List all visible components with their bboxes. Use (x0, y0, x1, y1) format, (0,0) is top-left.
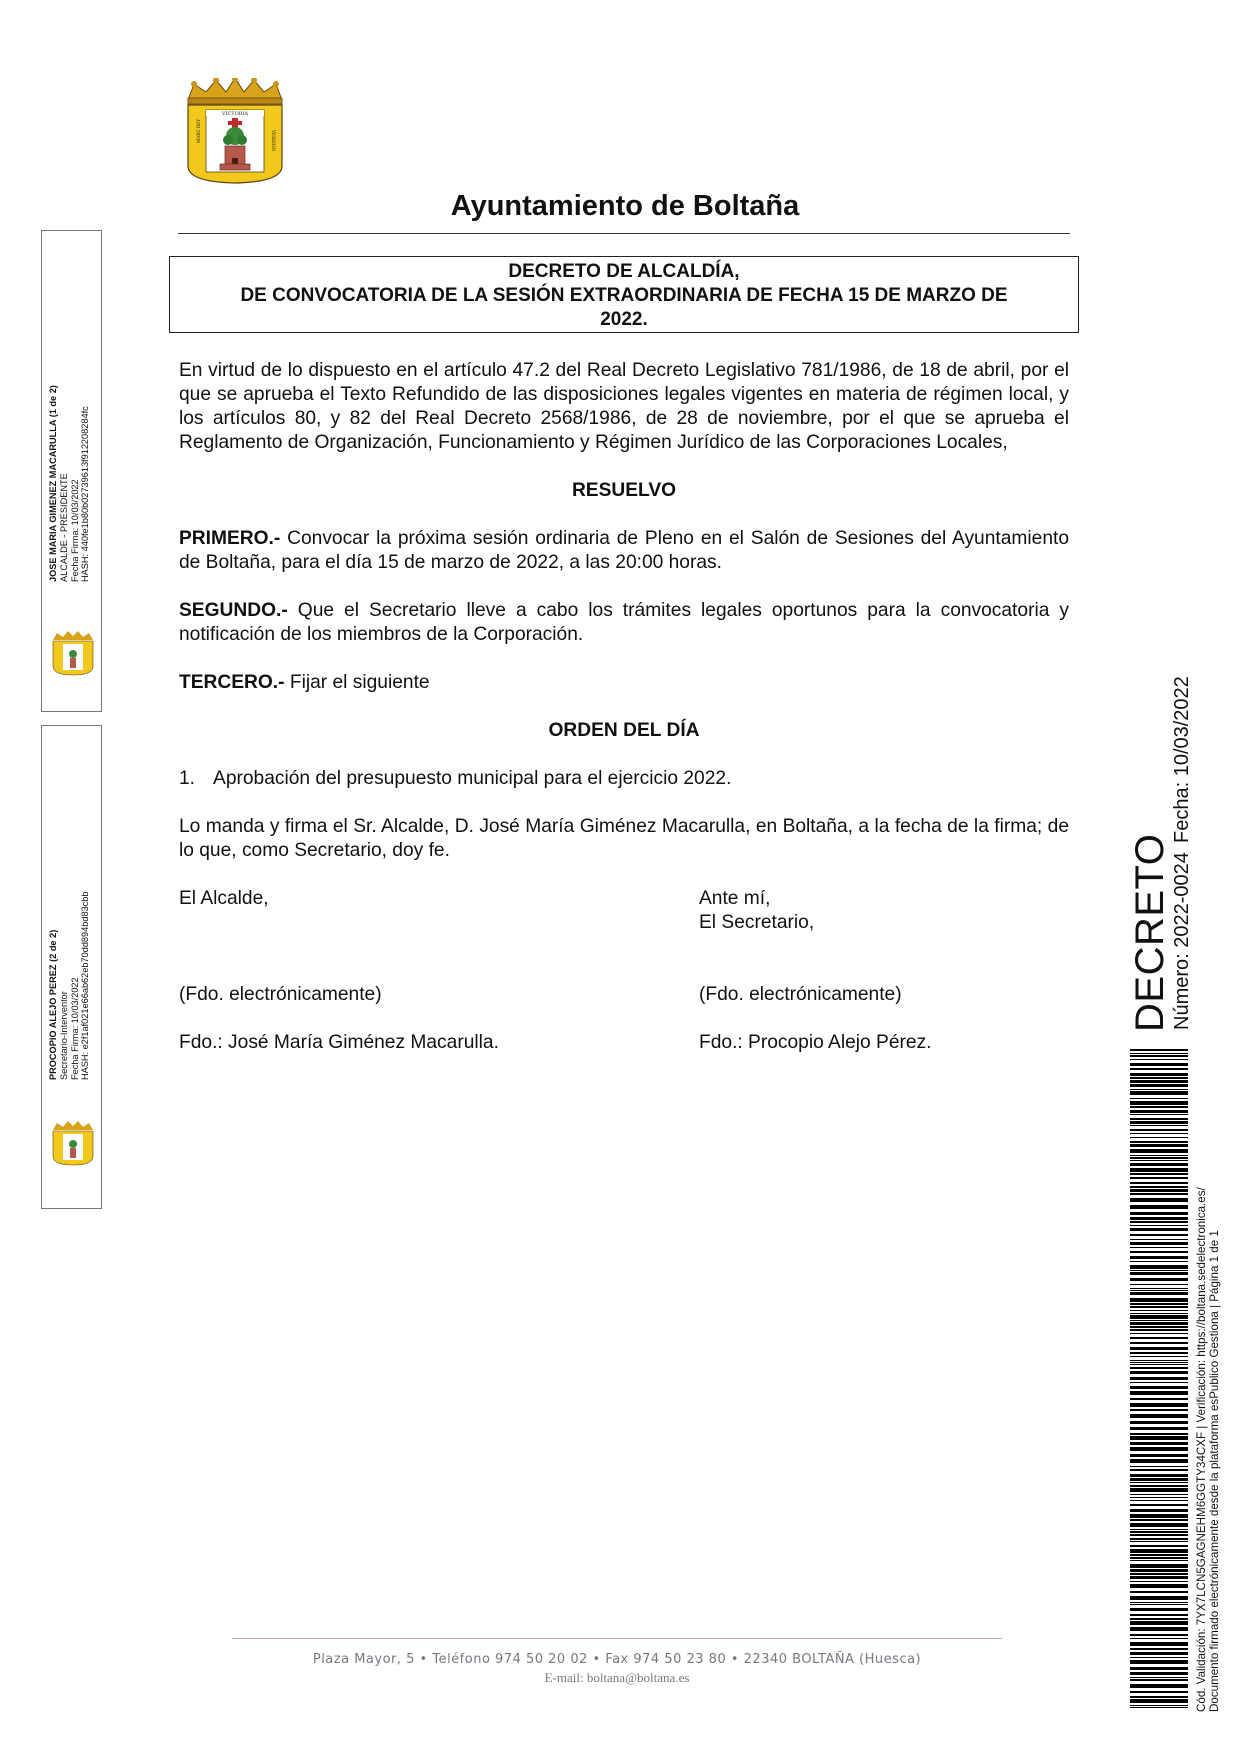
primero-paragraph (179, 527, 1069, 575)
signer-date: Fecha Firma: 10/03/2022 (69, 977, 80, 1080)
barcode-bar (1130, 1514, 1188, 1518)
barcode-bar (1130, 1077, 1188, 1079)
agenda-item-text: Aprobación del presupuesto municipal para el ejercicio 2022. (213, 768, 732, 789)
barcode-bar (1130, 1121, 1188, 1124)
barcode-bar (1130, 1320, 1188, 1321)
decree-title-line-1: DECRETO DE ALCALDÍA, (508, 261, 740, 282)
municipal-coat-of-arms (180, 78, 290, 184)
barcode-bar (1130, 1360, 1188, 1361)
barcode-bar (1130, 1063, 1188, 1066)
barcode-bar (1130, 1474, 1188, 1477)
barcode-bar (1130, 1251, 1188, 1253)
barcode-bar (1130, 1315, 1188, 1319)
tercero-text: Fijar el siguiente (284, 672, 430, 693)
barcode-bar (1130, 1290, 1188, 1291)
barcode-bar (1130, 1398, 1188, 1400)
barcode-bar (1130, 1541, 1188, 1542)
orden-del-dia-heading: ORDEN DEL DÍA (548, 720, 700, 741)
barcode-bar (1130, 1377, 1188, 1380)
barcode-bar (1130, 1157, 1188, 1159)
primero-text: Convocar la próxima sesión ordinaria de Pleno en el Salón de Sesiones del Ayuntamiento de Boltaña, para el día 15 de marzo de 2022, a las 20:00 horas. (179, 528, 1069, 573)
barcode-bar (1130, 1221, 1188, 1223)
barcode-bar (1130, 1129, 1188, 1131)
barcode-bar (1130, 1310, 1188, 1311)
barcode-bar (1130, 1367, 1188, 1369)
barcode-bar (1130, 1182, 1188, 1184)
barcode-bar (1130, 1256, 1188, 1259)
barcode-bar (1130, 1298, 1188, 1302)
barcode-bar (1130, 1326, 1188, 1328)
barcode-bar (1130, 1447, 1188, 1451)
signature-crest-icon (49, 1120, 97, 1166)
crest-right-text: VERSION (271, 130, 276, 151)
barcode-bar (1130, 1352, 1188, 1354)
barcode-bar (1130, 1573, 1188, 1575)
signer-name: JOSE MARIA GIMENEZ MACARULLA (1 de 2) (48, 385, 58, 582)
barcode-bar (1130, 1055, 1188, 1057)
barcode-bar (1130, 1101, 1188, 1105)
barcode-bar (1130, 1059, 1188, 1060)
signer-hash: HASH: e2f1af021e66ab62eb70dd894bd83cbb (80, 891, 91, 1080)
decree-title-line-3: 2022. (600, 309, 648, 330)
barcode-bar (1130, 1098, 1188, 1099)
barcode-bar (1130, 1225, 1188, 1226)
ante-mi-label: Ante mí, (699, 888, 771, 909)
barcode-bar (1130, 1554, 1188, 1556)
barcode-bar (1130, 1618, 1188, 1620)
barcode-bar (1130, 1212, 1188, 1215)
barcode-bar (1130, 1091, 1188, 1095)
barcode-bar (1130, 1638, 1188, 1639)
barcode-bar (1130, 1284, 1188, 1285)
barcode-bar (1130, 1504, 1188, 1506)
barcode-bar (1130, 1596, 1188, 1600)
decree-title-line-2: DE CONVOCATORIA DE LA SESIÓN EXTRAORDINARIA DE FECHA 15 DE MARZO DE (240, 285, 1008, 306)
barcode-bar (1130, 1608, 1188, 1611)
primero-label: PRIMERO.- (179, 528, 281, 549)
signer-role: ALCALDE - PRESIDENTE (58, 473, 69, 582)
barcode-bar (1130, 1049, 1188, 1051)
barcode-bar (1130, 1329, 1188, 1331)
barcode-bar (1130, 1699, 1188, 1703)
signature-panel-mayor-text (48, 385, 91, 582)
barcode-bar (1130, 1705, 1188, 1706)
barcode-bar (1130, 1337, 1188, 1339)
barcode-bar (1130, 1427, 1188, 1430)
barcode-bar (1130, 1386, 1188, 1389)
barcode-bar (1130, 1667, 1188, 1670)
footer-address: Plaza Mayor, 5 • Teléfono 974 50 20 02 • Fax 974 50 23 80 • 22340 BOLTAÑA (Huesca) (312, 1652, 922, 1667)
barcode-bar (1130, 1193, 1188, 1195)
barcode-bar (1130, 1569, 1188, 1572)
barcode-bar (1130, 1529, 1188, 1530)
barcode-bar (1130, 1234, 1188, 1236)
closing-paragraph: Lo manda y firma el Sr. Alcalde, D. José María Giménez Macarulla, en Boltaña, a la fecha de la firma; de lo que, como Secretario, doy fe. (179, 816, 1069, 861)
barcode-bar (1130, 1198, 1188, 1202)
barcode-bar (1130, 1205, 1188, 1209)
barcode-bar (1130, 1531, 1188, 1533)
barcode-bar (1130, 1068, 1188, 1070)
barcode-bar (1130, 1163, 1188, 1166)
barcode-bar (1130, 1454, 1188, 1457)
mayor-signed-name: Fdo.: José María Giménez Macarulla. (179, 1032, 499, 1053)
barcode-bar (1130, 1278, 1188, 1281)
barcode-bar (1130, 1679, 1188, 1681)
barcode-bar (1130, 1523, 1188, 1527)
barcode-bar (1130, 1409, 1188, 1411)
barcode-bar (1130, 1677, 1188, 1678)
barcode-bar (1130, 1160, 1188, 1161)
barcode-bar (1130, 1347, 1188, 1350)
header-divider (178, 233, 1070, 234)
signer-hash: HASH: 440fe1b80b02739613f912208284fc (80, 406, 91, 582)
tercero-paragraph (179, 671, 1069, 695)
barcode-bar (1130, 1642, 1188, 1646)
segundo-label: SEGUNDO.- (179, 600, 288, 621)
barcode-bar (1130, 1364, 1188, 1365)
barcode-bar (1130, 1272, 1188, 1275)
barcode-bar (1130, 1362, 1188, 1363)
mayor-electronic-note: (Fdo. electrónicamente) (179, 984, 382, 1005)
barcode-bar (1130, 1549, 1188, 1553)
decree-body (179, 359, 1069, 1055)
barcode-bar (1130, 1602, 1188, 1603)
decree-number: Número: 2022-0024 (1171, 852, 1193, 1030)
barcode-bar (1130, 1371, 1188, 1374)
barcode-bar (1130, 1482, 1188, 1483)
intro-paragraph: En virtud de lo dispuesto en el artículo 47.2 del Real Decreto Legislativo 781/1986, de 18 de abril, por el que se aprueba el Texto Refundido de las disposiciones legales vigentes en materia de régimen local, y los artículos 80, y 82 del Real Decreto 2568/1986, de 28 de noviembre, por el que se aprueba el Reglamento de Organización, Funcionamiento y Régimen Jurídico de las Corporaciones Locales, (179, 360, 1069, 453)
barcode-bar (1130, 1228, 1188, 1231)
barcode-bar (1130, 1313, 1188, 1314)
barcode-bar (1130, 1270, 1188, 1271)
validation-code-line: Cód. Validación: 7YX7LCN5GAGNEHM6GGTY34CXF | Verificación: https://boltana.sedelectronica.es/ (1195, 1187, 1208, 1712)
barcode-bar (1130, 1433, 1188, 1435)
barcode-bar (1130, 1576, 1188, 1579)
barcode-bar (1130, 1110, 1188, 1113)
barcode-bar (1130, 1089, 1188, 1090)
barcode-bar (1130, 1652, 1188, 1655)
decree-date: Fecha: 10/03/2022 (1171, 676, 1193, 843)
barcode-bar (1130, 1478, 1188, 1481)
barcode-bar (1130, 1660, 1188, 1664)
barcode-bar (1130, 1239, 1188, 1240)
secretary-role-block (699, 887, 1069, 935)
barcode-bar (1130, 1564, 1188, 1568)
barcode-bar (1130, 1080, 1188, 1083)
resuelvo-heading: RESUELVO (571, 480, 677, 501)
barcode-bar (1130, 1436, 1188, 1440)
barcode-bar (1130, 1488, 1188, 1492)
barcode-bar (1130, 1133, 1188, 1134)
signer-name: PROCOPIO ALEJO PEREZ (2 de 2) (48, 929, 58, 1080)
barcode-bar (1130, 1557, 1188, 1559)
barcode-bar (1130, 1657, 1188, 1658)
signed-names-row (179, 1031, 1069, 1055)
barcode-bar (1130, 1265, 1188, 1269)
barcode-bar (1130, 1242, 1188, 1245)
barcode-bar (1130, 1084, 1188, 1087)
barcode-bar (1130, 1356, 1188, 1357)
barcode-bar (1130, 1322, 1188, 1325)
barcode-bar (1130, 1497, 1188, 1498)
barcode-bar (1130, 1106, 1188, 1108)
electronic-signature-row (179, 983, 1069, 1007)
mayor-role: El Alcalde, (179, 888, 269, 909)
barcode-bar (1130, 1333, 1188, 1334)
barcode-bar (1130, 1519, 1188, 1521)
agenda-item-number: 1. (179, 768, 196, 789)
barcode-bar (1130, 1403, 1188, 1407)
barcode-bar (1130, 1288, 1188, 1289)
footer-divider (232, 1638, 1002, 1639)
barcode-bar (1130, 1560, 1188, 1561)
barcode-bar (1130, 1073, 1188, 1076)
barcode-bar (1130, 1217, 1188, 1220)
barcode-bar (1130, 1125, 1188, 1126)
barcode-bar (1130, 1155, 1188, 1156)
validation-barcode (1130, 1049, 1188, 1709)
barcode-bar (1130, 1581, 1188, 1582)
footer-email: E-mail: boltana@boltana.es (544, 1670, 690, 1685)
secretary-electronic-note: (Fdo. electrónicamente) (699, 984, 902, 1005)
barcode-bar (1130, 1137, 1188, 1138)
secretary-signed-name: Fdo.: Procopio Alejo Pérez. (699, 1032, 932, 1053)
crest-banner-text: VICTORIA (221, 111, 249, 117)
barcode-bar (1130, 1534, 1188, 1536)
barcode-bar (1130, 1485, 1188, 1487)
barcode-bar (1130, 1627, 1188, 1631)
barcode-bar (1130, 1168, 1188, 1172)
segundo-text: Que el Secretario lleve a cabo los trámites legales oportunos para la convocatoria y notificación de los miembros de la Corporación. (179, 600, 1069, 645)
barcode-bar (1130, 1672, 1188, 1675)
barcode-bar (1130, 1342, 1188, 1344)
barcode-bar (1130, 1189, 1188, 1192)
signer-role: Secretario-Interventor (58, 991, 69, 1080)
barcode-bar (1130, 1144, 1188, 1147)
barcode-bar (1130, 1114, 1188, 1115)
barcode-bar (1130, 1173, 1188, 1175)
crest-left-text: MARC REY (196, 119, 201, 143)
barcode-bar (1130, 1261, 1188, 1262)
municipality-title: Ayuntamiento de Boltaña (450, 190, 800, 222)
barcode-bar (1130, 1691, 1188, 1693)
barcode-bar (1130, 1141, 1188, 1143)
barcode-bar (1130, 1469, 1188, 1471)
barcode-bar (1130, 1584, 1188, 1588)
platform-note-line: Documento firmado electrónicamente desde la plataforma esPublico Gestiona | Página 1 de 1 (1208, 1230, 1221, 1712)
barcode-bar (1130, 1177, 1188, 1179)
barcode-bar (1130, 1247, 1188, 1248)
barcode-bar (1130, 1614, 1188, 1616)
signature-roles-row (179, 887, 1069, 935)
tercero-label: TERCERO.- (179, 672, 285, 693)
barcode-bar (1130, 1591, 1188, 1593)
segundo-paragraph (179, 599, 1069, 647)
barcode-bar (1130, 1306, 1188, 1308)
barcode-bar (1130, 1494, 1188, 1495)
barcode-bar (1130, 1459, 1188, 1463)
barcode-bar (1130, 1442, 1188, 1445)
decree-title-box (169, 256, 1079, 333)
agenda-item (179, 767, 1069, 791)
barcode-bar (1130, 1414, 1188, 1418)
decree-stamp-label: DECRETO (1128, 833, 1172, 1032)
barcode-bar (1130, 1696, 1188, 1698)
barcode-bar (1130, 1303, 1188, 1305)
barcode-bar (1130, 1149, 1188, 1153)
barcode-bar (1130, 1118, 1188, 1120)
barcode-bar (1130, 1053, 1188, 1054)
barcode-bar (1130, 1604, 1188, 1605)
barcode-bar (1130, 1391, 1188, 1395)
signer-date: Fecha Firma: 10/03/2022 (69, 479, 80, 582)
signature-panel-secretary-text (48, 891, 91, 1080)
barcode-bar (1130, 1500, 1188, 1501)
barcode-bar (1130, 1466, 1188, 1467)
barcode-bar (1130, 1545, 1188, 1547)
barcode-bar (1130, 1186, 1188, 1188)
barcode-bar (1130, 1538, 1188, 1540)
barcode-bar (1130, 1684, 1188, 1688)
barcode-bar (1130, 1648, 1188, 1650)
barcode-bar (1130, 1634, 1188, 1636)
secretary-role: El Secretario, (699, 912, 815, 933)
barcode-bar (1130, 1292, 1188, 1295)
signature-crest-icon (49, 630, 97, 676)
barcode-bar (1130, 1707, 1188, 1708)
barcode-bar (1130, 1621, 1188, 1625)
barcode-bar (1130, 1382, 1188, 1383)
barcode-bar (1130, 1509, 1188, 1512)
barcode-bar (1130, 1421, 1188, 1424)
validation-note (1195, 1187, 1221, 1712)
